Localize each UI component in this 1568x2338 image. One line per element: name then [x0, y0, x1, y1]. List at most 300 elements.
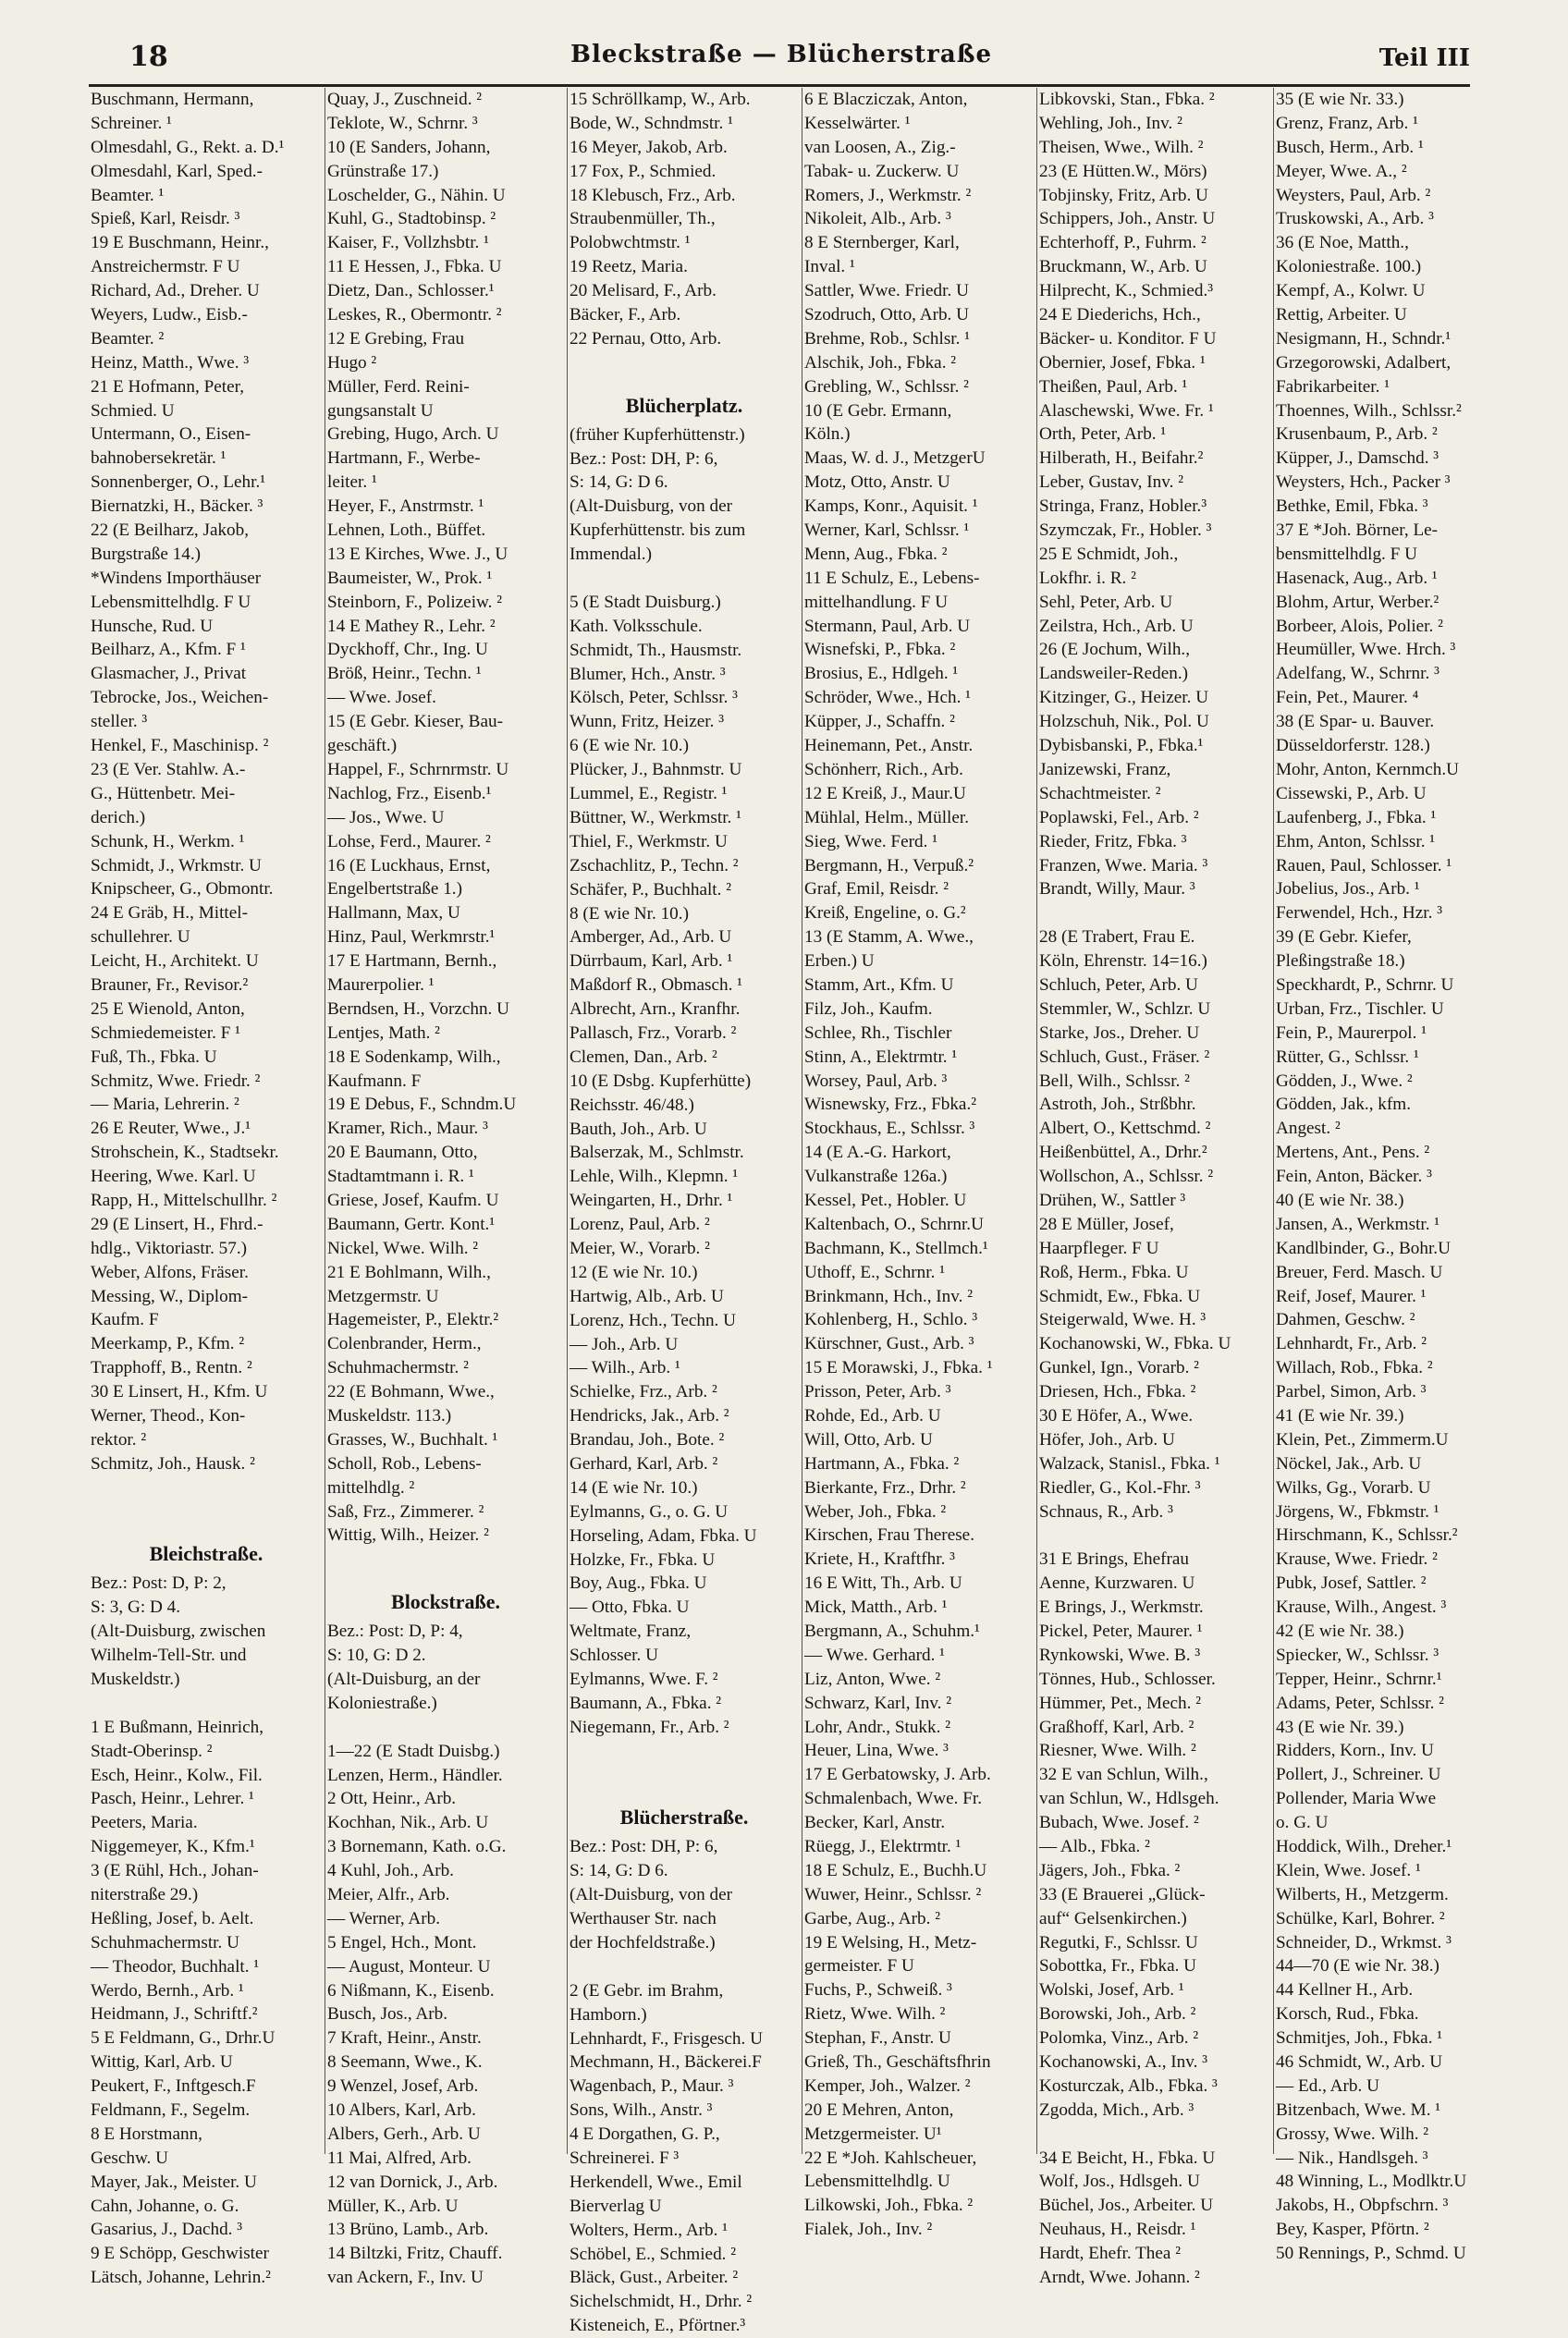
directory-entry: Werner, Theod., Kon-	[91, 1405, 246, 1426]
directory-entry: Schneider, D., Wrkmst. ³	[1276, 1932, 1452, 1952]
directory-entry: Pubk, Josef, Sattler. ²	[1276, 1573, 1427, 1594]
directory-entry: Pallasch, Frz., Vorarb. ²	[570, 1022, 737, 1043]
directory-entry: Sons, Wilh., Anstr. ³	[570, 2100, 713, 2121]
directory-entry: Kochanowski, W., Fbka. U	[1039, 1334, 1231, 1354]
directory-entry: Weltmate, Franz,	[570, 1622, 692, 1642]
directory-entry: Thiel, F., Werkmstr. U	[570, 831, 728, 851]
directory-entry: 40 (E wie Nr. 38.)	[1276, 1190, 1404, 1210]
directory-entry: 1—22 (E Stadt Duisbg.)	[327, 1741, 500, 1761]
directory-entry: Beamter. ¹	[91, 185, 165, 205]
directory-entry: Müller, K., Arb. U	[327, 2196, 459, 2216]
directory-entry: Schnaus, R., Arb. ³	[1039, 1501, 1173, 1522]
directory-entry: Amberger, Ad., Arb. U	[570, 927, 732, 948]
directory-entry: Pickel, Peter, Maurer. ¹	[1039, 1622, 1203, 1641]
directory-entry: 5 E Feldmann, G., Drhr.U	[91, 2028, 276, 2049]
directory-entry: Meier, Alfr., Arb.	[327, 1885, 450, 1905]
directory-entry: Sehl, Peter, Arb. U	[1039, 592, 1173, 612]
directory-entry: 17 E Gerbatowsky, J. Arb.	[804, 1765, 991, 1785]
directory-entry: Reichsstr. 46/48.)	[570, 1095, 694, 1115]
directory-entry: Romers, J., Werkmstr. ²	[804, 185, 972, 205]
directory-entry: Bierverlag U	[570, 2196, 662, 2216]
directory-entry: Krause, Wwe. Friedr. ²	[1276, 1549, 1438, 1570]
directory-entry: mittelhandlung. F U	[804, 592, 949, 612]
directory-entry: Peukert, F., Inftgesch.F	[91, 2076, 256, 2097]
directory-entry: Cahn, Johanne, o. G.	[91, 2196, 239, 2216]
directory-entry: Gunkel, Ign., Vorarb. ²	[1039, 1358, 1199, 1378]
directory-entry: Stermann, Paul, Arb. U	[804, 616, 971, 636]
directory-entry: Steigerwald, Wwe. H. ³	[1039, 1310, 1207, 1330]
directory-entry: Bitzenbach, Wwe. M. ¹	[1276, 2099, 1441, 2120]
directory-entry: van Schlun, W., Hdlsgeh.	[1039, 1789, 1219, 1809]
directory-entry: Buschmann, Hermann,	[91, 90, 254, 109]
directory-entry: Tobjinsky, Fritz, Arb. U	[1039, 185, 1208, 205]
directory-entry: Schmiedemeister. F ¹	[91, 1022, 240, 1043]
directory-entry: Kriete, H., Kraftfhr. ³	[804, 1549, 955, 1570]
directory-entry: der Hochfeldstraße.)	[570, 1933, 716, 1953]
directory-entry: 48 Winning, L., Modlktr.U	[1276, 2172, 1467, 2192]
directory-entry: Saß, Frz., Zimmerer. ²	[327, 1501, 484, 1522]
directory-entry: auf“ Gelsenkirchen.)	[1039, 1908, 1187, 1928]
directory-entry: Griese, Josef, Kaufm. U	[327, 1190, 499, 1210]
column-4	[804, 88, 1034, 2240]
directory-entry: Theißen, Paul, Arb. ¹	[1039, 376, 1188, 397]
directory-entry: Lilkowski, Joh., Fbka. ²	[804, 2196, 974, 2216]
directory-entry: Schlosser. U	[570, 1646, 658, 1666]
directory-entry: — Joh., Arb. U	[570, 1334, 679, 1354]
directory-entry: (früher Kupferhüttenstr.)	[570, 424, 745, 445]
directory-entry: Brehme, Rob., Schlsr. ¹	[804, 328, 970, 349]
directory-entry: 12 E Grebing, Frau	[327, 328, 465, 349]
directory-entry: Wunn, Fritz, Heizer. ³	[570, 712, 724, 732]
directory-entry: Urban, Frz., Tischler. U	[1276, 998, 1444, 1019]
directory-entry: Fein, Pet., Maurer. ⁴	[1276, 688, 1419, 708]
directory-entry: Kaufmann. F	[327, 1071, 422, 1091]
directory-entry: 9 Wenzel, Josef, Arb.	[327, 2076, 479, 2097]
column-5	[1039, 88, 1270, 2288]
directory-entry: Sattler, Wwe. Friedr. U	[804, 281, 969, 301]
directory-entry: Koloniestraße. 100.)	[1276, 257, 1422, 277]
directory-entry: Loschelder, G., Nähin. U	[327, 185, 506, 205]
directory-entry: Beamter. ²	[91, 328, 165, 349]
directory-entry: Polobwchtmstr. ¹	[570, 233, 691, 253]
directory-entry: Aenne, Kurzwaren. U	[1039, 1573, 1195, 1594]
directory-entry: Drühen, W., Sattler ³	[1039, 1190, 1186, 1210]
directory-entry: Prisson, Peter, Arb. ³	[804, 1382, 951, 1402]
directory-entry: Muskeldstr.)	[91, 1670, 180, 1689]
directory-entry: Clemen, Dan., Arb. ²	[570, 1047, 717, 1067]
directory-entry: Bell, Wilh., Schlssr. ²	[1039, 1071, 1190, 1091]
directory-entry: Schmitjes, Joh., Fbka. ¹	[1276, 2028, 1443, 2049]
directory-entry: Grossy, Wwe. Wilh. ²	[1276, 2124, 1429, 2144]
directory-entry: Busch, Herm., Arb. ¹	[1276, 137, 1424, 157]
directory-entry: hdlg., Viktoriastr. 57.)	[91, 1238, 248, 1258]
directory-entry: Lätsch, Johanne, Lehrin.²	[91, 2268, 271, 2288]
directory-entry: gungsanstalt U	[327, 400, 434, 421]
directory-entry: Rütter, G., Schlssr. ¹	[1276, 1047, 1419, 1067]
directory-entry: 13 E Kirches, Wwe. J., U	[327, 544, 508, 564]
directory-entry: 16 E Witt, Th., Arb. U	[804, 1573, 962, 1594]
directory-entry: Holzschuh, Nik., Pol. U	[1039, 712, 1209, 732]
directory-entry: Knipscheer, G., Obmontr.	[91, 879, 274, 900]
directory-entry: mittelhdlg. ²	[327, 1477, 415, 1498]
directory-entry: 12 E Kreiß, J., Maur.U	[804, 783, 966, 803]
directory-entry	[327, 1716, 564, 1740]
directory-entry: 16 Meyer, Jakob, Arb.	[570, 137, 728, 157]
directory-entry: Zschachlitz, P., Techn. ²	[570, 855, 739, 875]
directory-entry: Kölsch, Peter, Schlssr. ³	[570, 688, 738, 708]
directory-entry: Bauth, Joh., Arb. U	[570, 1119, 707, 1139]
directory-entry: Pleßingstraße 18.)	[1276, 951, 1405, 972]
directory-entry: 26 (E Jochum, Wilh.,	[1039, 640, 1191, 660]
directory-entry: Spiecker, W., Schlssr. ³	[1276, 1645, 1439, 1665]
directory-entry: Schmidt, Th., Hausmstr.	[570, 640, 742, 660]
directory-entry: Anstreichermstr. F U	[91, 257, 240, 277]
directory-entry: 17 Fox, P., Schmied.	[570, 161, 717, 181]
directory-entry: Filz, Joh., Kaufm.	[804, 998, 933, 1019]
directory-entry: Neuhaus, H., Reisdr. ¹	[1039, 2220, 1196, 2240]
directory-entry: Inval. ¹	[804, 257, 855, 277]
directory-entry: — Wilh., Arb. ¹	[570, 1358, 680, 1378]
directory-entry: Koloniestraße.)	[327, 1693, 437, 1713]
directory-entry: Rieder, Fritz, Fbka. ³	[1039, 831, 1187, 851]
directory-entry: Hilprecht, K., Schmied.³	[1039, 281, 1213, 301]
directory-entry: Werthauser Str. nach	[570, 1909, 717, 1929]
directory-entry: Cissewski, P., Arb. U	[1276, 783, 1427, 803]
directory-entry: Lebensmittelhdlg. F U	[91, 592, 251, 612]
directory-entry: Grünstraße 17.)	[327, 161, 439, 181]
directory-entry: Motz, Otto, Anstr. U	[804, 472, 950, 493]
directory-entry: 2 (E Gebr. im Brahm,	[570, 1980, 724, 2001]
directory-entry: 3 (E Rühl, Hch., Johan-	[91, 1861, 259, 1881]
directory-entry: 30 E Linsert, H., Kfm. U	[91, 1382, 268, 1402]
directory-entry: 18 E Schulz, E., Buchh.U	[804, 1860, 987, 1880]
directory-entry: 10 (E Sanders, Johann,	[327, 137, 491, 157]
directory-entry: Wolf, Jos., Hdlsgeh. U	[1039, 2172, 1200, 2192]
directory-entry: 22 E *Joh. Kahlscheuer,	[804, 2148, 977, 2168]
directory-entry: 7 Kraft, Heinr., Anstr.	[327, 2028, 482, 2049]
directory-entry	[1039, 2123, 1270, 2147]
directory-entry: Weingarten, H., Drhr. ¹	[570, 1191, 733, 1211]
directory-entry: Immendal.)	[570, 545, 652, 565]
directory-entry: Peeters, Maria.	[91, 1813, 198, 1833]
directory-entry	[1039, 1524, 1270, 1548]
directory-entry: Rapp, H., Mittelschullhr. ²	[91, 1190, 277, 1210]
directory-entry: Weber, Joh., Fbka. ²	[804, 1501, 947, 1522]
directory-entry: 10 Albers, Karl, Arb.	[327, 2100, 476, 2121]
directory-entry: — Werner, Arb.	[327, 1908, 441, 1928]
directory-entry: 33 (E Brauerei „Glück-	[1039, 1884, 1206, 1904]
directory-entry: Nickel, Wwe. Wilh. ²	[327, 1238, 479, 1258]
directory-entry: Schmalenbach, Wwe. Fr.	[804, 1789, 983, 1809]
directory-entry: Lohr, Andr., Stukk. ²	[804, 1717, 950, 1737]
directory-entry: Plücker, J., Bahnmstr. U	[570, 760, 742, 780]
directory-entry: Wolski, Josef, Arb. ¹	[1039, 1980, 1184, 2001]
directory-entry: Becker, Karl, Anstr.	[804, 1813, 946, 1833]
directory-entry: Müller, Ferd. Reini-	[327, 376, 470, 397]
directory-entry: Küpper, J., Schaffn. ²	[804, 712, 955, 732]
directory-entry: 22 (E Beilharz, Jakob,	[91, 520, 250, 541]
directory-entry: E Brings, J., Werkmstr.	[1039, 1597, 1204, 1618]
directory-entry: Bergmann, H., Verpuß.²	[804, 855, 974, 875]
directory-entry: Olmesdahl, Karl, Sped.-	[91, 161, 263, 181]
directory-entry: Hartmann, F., Werbe-	[327, 448, 481, 469]
directory-entry: Thoennes, Wilh., Schlssr.²	[1276, 400, 1462, 421]
directory-entry: Jägers, Joh., Fbka. ²	[1039, 1860, 1181, 1880]
directory-entry: Wilhelm-Tell-Str. und	[91, 1646, 247, 1666]
directory-entry: Klein, Wwe. Josef. ¹	[1276, 1860, 1421, 1880]
directory-entry: Berndsen, H., Vorzchn. U	[327, 998, 509, 1019]
directory-entry: Schippers, Joh., Anstr. U	[1039, 209, 1216, 229]
directory-entry: Heßling, Josef, b. Aelt.	[91, 1908, 254, 1928]
directory-entry: 11 E Schulz, E., Lebens-	[804, 568, 980, 588]
directory-entry: 24 E Gräb, H., Mittel-	[91, 903, 248, 924]
directory-entry: Heißenbüttel, A., Drhr.²	[1039, 1143, 1207, 1163]
directory-entry: Garbe, Aug., Arb. ²	[804, 1908, 940, 1928]
directory-entry: Bierkante, Frz., Drhr. ²	[804, 1477, 966, 1498]
directory-entry: Klein, Pet., Zimmerm.U	[1276, 1429, 1449, 1450]
directory-entry: Truskowski, A., Arb. ³	[1276, 209, 1434, 229]
directory-entry: Hagemeister, P., Elektr.²	[327, 1310, 499, 1330]
directory-entry: Beilharz, A., Kfm. F ¹	[91, 640, 246, 660]
directory-entry: Wisnefski, P., Fbka. ²	[804, 640, 956, 660]
directory-entry: — Alb., Fbka. ²	[1039, 1837, 1150, 1857]
directory-entry: (Alt-Duisburg, zwischen	[91, 1622, 266, 1642]
directory-entry: Schuhmachermstr. ²	[327, 1358, 469, 1378]
column-divider	[1036, 88, 1037, 2154]
directory-entry: Krusenbaum, P., Arb. ²	[1276, 424, 1438, 445]
directory-entry: Köln.)	[804, 424, 851, 445]
directory-entry: Bruckmann, W., Arb. U	[1039, 257, 1207, 277]
directory-entry: *Windens Importhäuser	[91, 568, 262, 588]
directory-entry: Schluch, Peter, Arb. U	[1039, 974, 1198, 995]
directory-entry: Stamm, Art., Kfm. U	[804, 974, 954, 995]
directory-entry: 30 E Höfer, A., Wwe.	[1039, 1405, 1194, 1426]
directory-entry: Horseling, Adam, Fbka. U	[570, 1525, 757, 1546]
directory-entry: Maßdorf R., Obmasch. ¹	[570, 975, 742, 996]
directory-entry: Fuchs, P., Schweiß. ³	[804, 1980, 952, 2001]
directory-entry: Schöbel, E., Schmied. ²	[570, 2244, 737, 2264]
directory-entry: Kürschner, Gust., Arb. ³	[804, 1334, 974, 1354]
directory-entry: Lenzen, Herm., Händler.	[327, 1765, 503, 1785]
directory-entry: Messing, W., Diplom-	[91, 1286, 249, 1306]
directory-entry: Kohlenberg, H., Schlo. ³	[804, 1310, 978, 1330]
directory-entry: — August, Monteur. U	[327, 1956, 491, 1977]
directory-entry: Reif, Josef, Maurer. ¹	[1276, 1286, 1427, 1306]
directory-entry: Trapphoff, B., Rentn. ²	[91, 1358, 252, 1378]
directory-entry: 1 E Bußmann, Heinrich,	[91, 1717, 264, 1737]
directory-entry: Fuß, Th., Fbka. U	[91, 1047, 217, 1067]
directory-entry: Nöckel, Jak., Arb. U	[1276, 1453, 1422, 1474]
directory-entry: 18 E Sodenkamp, Wilh.,	[327, 1047, 501, 1067]
directory-entry: Höfer, Joh., Arb. U	[1039, 1429, 1175, 1450]
directory-entry: Fialek, Joh., Inv. ²	[804, 2220, 933, 2240]
directory-entry: Hümmer, Pet., Mech. ²	[1039, 1693, 1201, 1713]
street-heading: Blücherplatz.	[625, 393, 743, 417]
directory-entry: Bäcker, F., Arb.	[570, 305, 681, 325]
directory-entry: Kamps, Konr., Aquisit. ¹	[804, 496, 978, 517]
directory-entry: Bez.: Post: D, P: 2,	[91, 1573, 227, 1594]
directory-entry: Orth, Peter, Arb. ¹	[1039, 424, 1167, 445]
directory-entry: Grebing, Hugo, Arch. U	[327, 424, 499, 445]
directory-entry: steller. ³	[91, 712, 148, 732]
directory-entry: Lebensmittelhdlg. U	[804, 2172, 950, 2192]
directory-entry: Meerkamp, P., Kfm. ²	[91, 1334, 245, 1354]
directory-entry: Grenz, Franz, Arb. ¹	[1276, 113, 1418, 133]
directory-entry: Kupferhüttenstr. bis zum	[570, 520, 746, 541]
directory-entry: Bethke, Emil, Fbka. ³	[1276, 496, 1428, 517]
header-rule	[89, 84, 1470, 87]
directory-entry: Haarpfleger. F U	[1039, 1238, 1159, 1258]
directory-entry: Kesselwärter. ¹	[804, 113, 911, 133]
directory-entry: Korsch, Rud., Fbka.	[1276, 2004, 1419, 2025]
directory-entry: Riesner, Wwe. Wilh. ²	[1039, 1741, 1196, 1761]
directory-entry: Theisen, Wwe., Wilh. ²	[1039, 137, 1204, 157]
directory-entry: Hallmann, Max, U	[327, 903, 460, 924]
directory-entry: Wittig, Wilh., Heizer. ²	[327, 1525, 489, 1546]
directory-entry: Glasmacher, J., Privat	[91, 664, 247, 684]
directory-entry: Mechmann, H., Bäckerei.F	[570, 2052, 762, 2073]
directory-entry: 39 (E Gebr. Kiefer,	[1276, 927, 1412, 948]
column-2	[327, 88, 564, 2288]
directory-entry: Leskes, R., Obermontr. ²	[327, 305, 502, 325]
directory-entry: Kuhl, G., Stadtobinsp. ²	[327, 209, 496, 229]
directory-entry: S: 14, G: D 6.	[570, 472, 668, 493]
directory-entry: Büttner, W., Werkmstr. ¹	[570, 807, 741, 827]
directory-entry: G., Hüttenbetr. Mei-	[91, 783, 236, 803]
directory-entry: Pollert, J., Schreiner. U	[1276, 1765, 1441, 1785]
directory-entry: Kandlbinder, G., Bohr.U	[1276, 1238, 1451, 1258]
directory-entry: Rüegg, J., Elektrmtr. ¹	[804, 1837, 962, 1857]
directory-entry: Rohde, Ed., Arb. U	[804, 1405, 941, 1426]
directory-entry: Borbeer, Alois, Polier. ²	[1276, 616, 1443, 636]
directory-entry: Dybisbanski, P., Fbka.¹	[1039, 736, 1204, 756]
directory-entry: Richard, Ad., Dreher. U	[91, 281, 260, 301]
directory-entry: Steinborn, F., Polizeiw. ²	[327, 592, 502, 612]
directory-entry: 10 (E Dsbg. Kupferhütte)	[570, 1071, 752, 1091]
directory-entry	[91, 1500, 322, 1524]
directory-entry: Kempf, A., Kolwr. U	[1276, 281, 1426, 301]
directory-entry: Albert, O., Kettschmd. ²	[1039, 1119, 1211, 1139]
directory-entry: 10 (E Gebr. Ermann,	[804, 400, 952, 421]
directory-entry: Holzke, Fr., Fbka. U	[570, 1549, 716, 1570]
directory-entry: Jakobs, H., Obpfschrn. ³	[1276, 2196, 1449, 2216]
directory-entry: Worsey, Paul, Arb. ³	[804, 1071, 948, 1091]
directory-entry: Dahmen, Geschw. ²	[1276, 1310, 1415, 1330]
directory-entry: Wilks, Gg., Vorarb. U	[1276, 1477, 1431, 1498]
directory-entry: 25 E Schmidt, Joh.,	[1039, 544, 1179, 564]
directory-entry: Brauner, Fr., Revisor.²	[91, 974, 249, 995]
directory-entry: — Maria, Lehrerin. ²	[91, 1095, 239, 1115]
directory-entry: 28 (E Trabert, Frau E.	[1039, 927, 1195, 948]
directory-entry: leiter. ¹	[327, 472, 377, 493]
directory-entry: Fein, Anton, Bäcker. ³	[1276, 1167, 1432, 1187]
directory-entry: 50 Rennings, P., Schmd. U	[1276, 2244, 1466, 2264]
directory-entry: Fabrikarbeiter. ¹	[1276, 376, 1390, 397]
directory-entry: 14 (E A.-G. Harkort,	[804, 1143, 951, 1163]
directory-entry: Brinkmann, Hch., Inv. ²	[804, 1286, 973, 1306]
directory-entry: 18 Klebusch, Frz., Arb.	[570, 185, 736, 205]
directory-entry: Hugo ²	[327, 352, 377, 373]
directory-entry: 14 Biltzki, Fritz, Chauff.	[327, 2244, 503, 2264]
directory-entry: Heering, Wwe. Karl. U	[91, 1167, 256, 1187]
directory-entry: Wolters, Herm., Arb. ¹	[570, 2220, 728, 2240]
directory-entry: van Ackern, F., Inv. U	[327, 2268, 484, 2288]
directory-entry: Balserzak, M., Schlmstr.	[570, 1143, 744, 1163]
directory-entry: schullehrer. U	[91, 927, 190, 948]
directory-entry: Laufenberg, J., Fbka. ¹	[1276, 807, 1437, 827]
directory-entry: S: 10, G: D 2.	[327, 1646, 426, 1666]
directory-entry: S: 14, G: D 6.	[570, 1861, 668, 1881]
directory-entry: o. G. U	[1276, 1813, 1329, 1833]
directory-entry: Baumann, A., Fbka. ²	[570, 1693, 722, 1713]
directory-entry: Schmitz, Wwe. Friedr. ²	[91, 1071, 261, 1091]
directory-entry: bahnobersekretär. ¹	[91, 448, 227, 469]
directory-entry	[570, 351, 799, 375]
directory-entry: Obernier, Josef, Fbka. ¹	[1039, 352, 1206, 373]
directory-entry: Nikoleit, Alb., Arb. ³	[804, 209, 951, 229]
directory-entry: 25 E Wienold, Anton,	[91, 998, 245, 1019]
directory-entry: 6 E Blacziczak, Anton,	[804, 90, 968, 109]
directory-entry: Bachmann, K., Stellmch.¹	[804, 1238, 988, 1258]
directory-entry: Walzack, Stanisl., Fbka. ¹	[1039, 1453, 1220, 1474]
directory-entry: Grieß, Th., Geschäftsfhrin	[804, 2052, 991, 2073]
directory-entry: Spieß, Karl, Reisdr. ³	[91, 209, 240, 229]
directory-entry: Uthoff, E., Schrnr. ¹	[804, 1262, 945, 1282]
directory-entry: 41 (E wie Nr. 39.)	[1276, 1405, 1404, 1426]
directory-entry: Bubach, Wwe. Josef. ²	[1039, 1813, 1199, 1833]
directory-entry: Wilberts, H., Metzgerm.	[1276, 1884, 1449, 1904]
directory-entry: Menn, Aug., Fbka. ²	[804, 544, 948, 564]
directory-entry: Lehnen, Loth., Büffet.	[327, 520, 486, 541]
column-1	[91, 88, 322, 2288]
directory-entry: Werdo, Bernh., Arb. ¹	[91, 1980, 244, 2001]
directory-entry: Eylmanns, G., o. G. U	[570, 1501, 729, 1522]
directory-entry: niterstraße 29.)	[91, 1885, 199, 1905]
directory-entry: Schachtmeister. ²	[1039, 783, 1161, 803]
directory-entry: Landsweiler-Reden.)	[1039, 664, 1189, 684]
column-6	[1276, 88, 1474, 2264]
directory-entry: derich.)	[91, 807, 146, 827]
directory-entry: Rettig, Arbeiter. U	[1276, 305, 1407, 325]
directory-entry: Happel, F., Schrnrmstr. U	[327, 759, 509, 779]
directory-entry: Szymczak, Fr., Hobler. ³	[1039, 520, 1212, 541]
directory-entry: 5 Engel, Hch., Mont.	[327, 1932, 477, 1952]
directory-entry: Teklote, W., Schrnr. ³	[327, 113, 478, 133]
directory-entry: Dyckhoff, Chr., Ing. U	[327, 640, 488, 660]
directory-entry: Heinemann, Pet., Anstr.	[804, 736, 974, 756]
directory-entry: Kemper, Joh., Walzer. ²	[804, 2075, 971, 2096]
directory-entry: Angest. ²	[1276, 1119, 1341, 1139]
directory-entry: Echterhoff, P., Fuhrm. ²	[1039, 233, 1207, 253]
directory-entry: Sieg, Wwe. Ferd. ¹	[804, 831, 937, 851]
directory-entry: (Alt-Duisburg, an der	[327, 1670, 481, 1689]
directory-entry: Mohr, Anton, Kernmch.U	[1276, 759, 1460, 779]
directory-entry: Sobottka, Fr., Fbka. U	[1039, 1956, 1197, 1977]
directory-entry: Boy, Aug., Fbka. U	[570, 1573, 707, 1594]
directory-entry: 38 (E Spar- u. Bauver.	[1276, 712, 1435, 732]
directory-entry	[570, 1740, 799, 1764]
directory-entry: 24 E Diederichs, Hch.,	[1039, 305, 1201, 325]
directory-entry: 37 E *Joh. Börner, Le-	[1276, 520, 1439, 541]
directory-entry: Regutki, F., Schlssr. U	[1039, 1932, 1198, 1952]
directory-entry: Kaufm. F	[91, 1310, 159, 1330]
directory-entry: Stockhaus, E., Schlssr. ³	[804, 1119, 975, 1139]
directory-entry: Fein, P., Maurerpol. ¹	[1276, 1022, 1427, 1043]
directory-entry: Schluch, Gust., Fräser. ²	[1039, 1047, 1210, 1067]
directory-entry: Jörgens, W., Fbkmstr. ¹	[1276, 1501, 1439, 1522]
directory-entry: Kaiser, F., Vollzhsbtr. ¹	[327, 233, 489, 253]
directory-entry: Esch, Heinr., Kolw., Fil.	[91, 1765, 263, 1785]
